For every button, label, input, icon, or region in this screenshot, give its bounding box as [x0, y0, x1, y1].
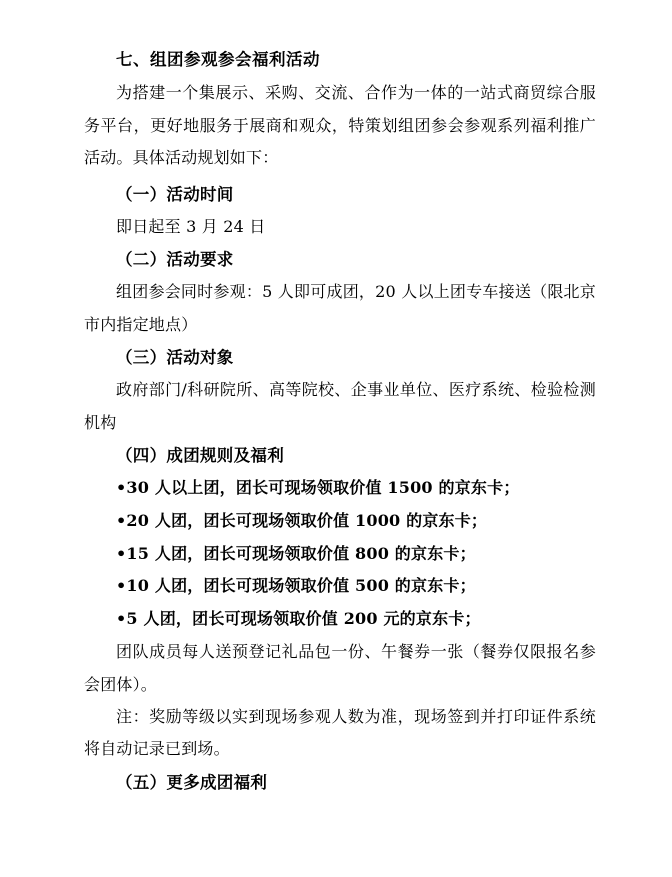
note-text: 注：奖励等级以实到现场参观人数为准，现场签到并打印证件系统将自动记录已到场。	[84, 707, 596, 759]
group-member-benefits-text: 团队成员每人送预登记礼品包一份、午餐券一张（餐券仅限报名参会团体）。	[84, 642, 596, 694]
subsection-heading-activity-requirements: （二）活动要求	[116, 250, 234, 270]
section-heading: 七、组团参观参会福利活动	[116, 50, 320, 69]
subsection-heading-activity-time: （一）活动时间	[116, 184, 234, 204]
subsection-heading-activity-targets: （三）活动对象	[116, 348, 234, 368]
activity-time-value: 即日起至 3 月 24 日	[116, 216, 266, 236]
subsection-heading-group-rules: （四）成团规则及福利	[116, 446, 284, 466]
activity-targets-text: 政府部门/科研院所、高等院校、企事业单位、医疗系统、检验检测机构	[84, 380, 596, 432]
subsection-heading-more-benefits: （五）更多成团福利	[116, 772, 268, 792]
list-item: •5 人团，团长可现场领取价值 200 元的京东卡；	[116, 609, 481, 629]
list-item: •20 人团，团长可现场领取价值 1000 的京东卡；	[116, 510, 488, 530]
intro-paragraph: 为搭建一个集展示、采购、交流、合作为一体的一站式商贸综合服务平台，更好地服务于展商和观众，特策划组团参会参观系列福利推广活动。具体活动规划如下：	[84, 83, 596, 168]
activity-requirements-text: 组团参会同时参观：5 人即可成团，20 人以上团专车接送（限北京市内指定地点）	[84, 282, 596, 334]
list-item: •30 人以上团，团长可现场领取价值 1500 的京东卡；	[116, 478, 520, 498]
list-item: •10 人团，团长可现场领取价值 500 的京东卡；	[116, 576, 476, 596]
list-item: •15 人团，团长可现场领取价值 800 的京东卡；	[116, 543, 476, 563]
